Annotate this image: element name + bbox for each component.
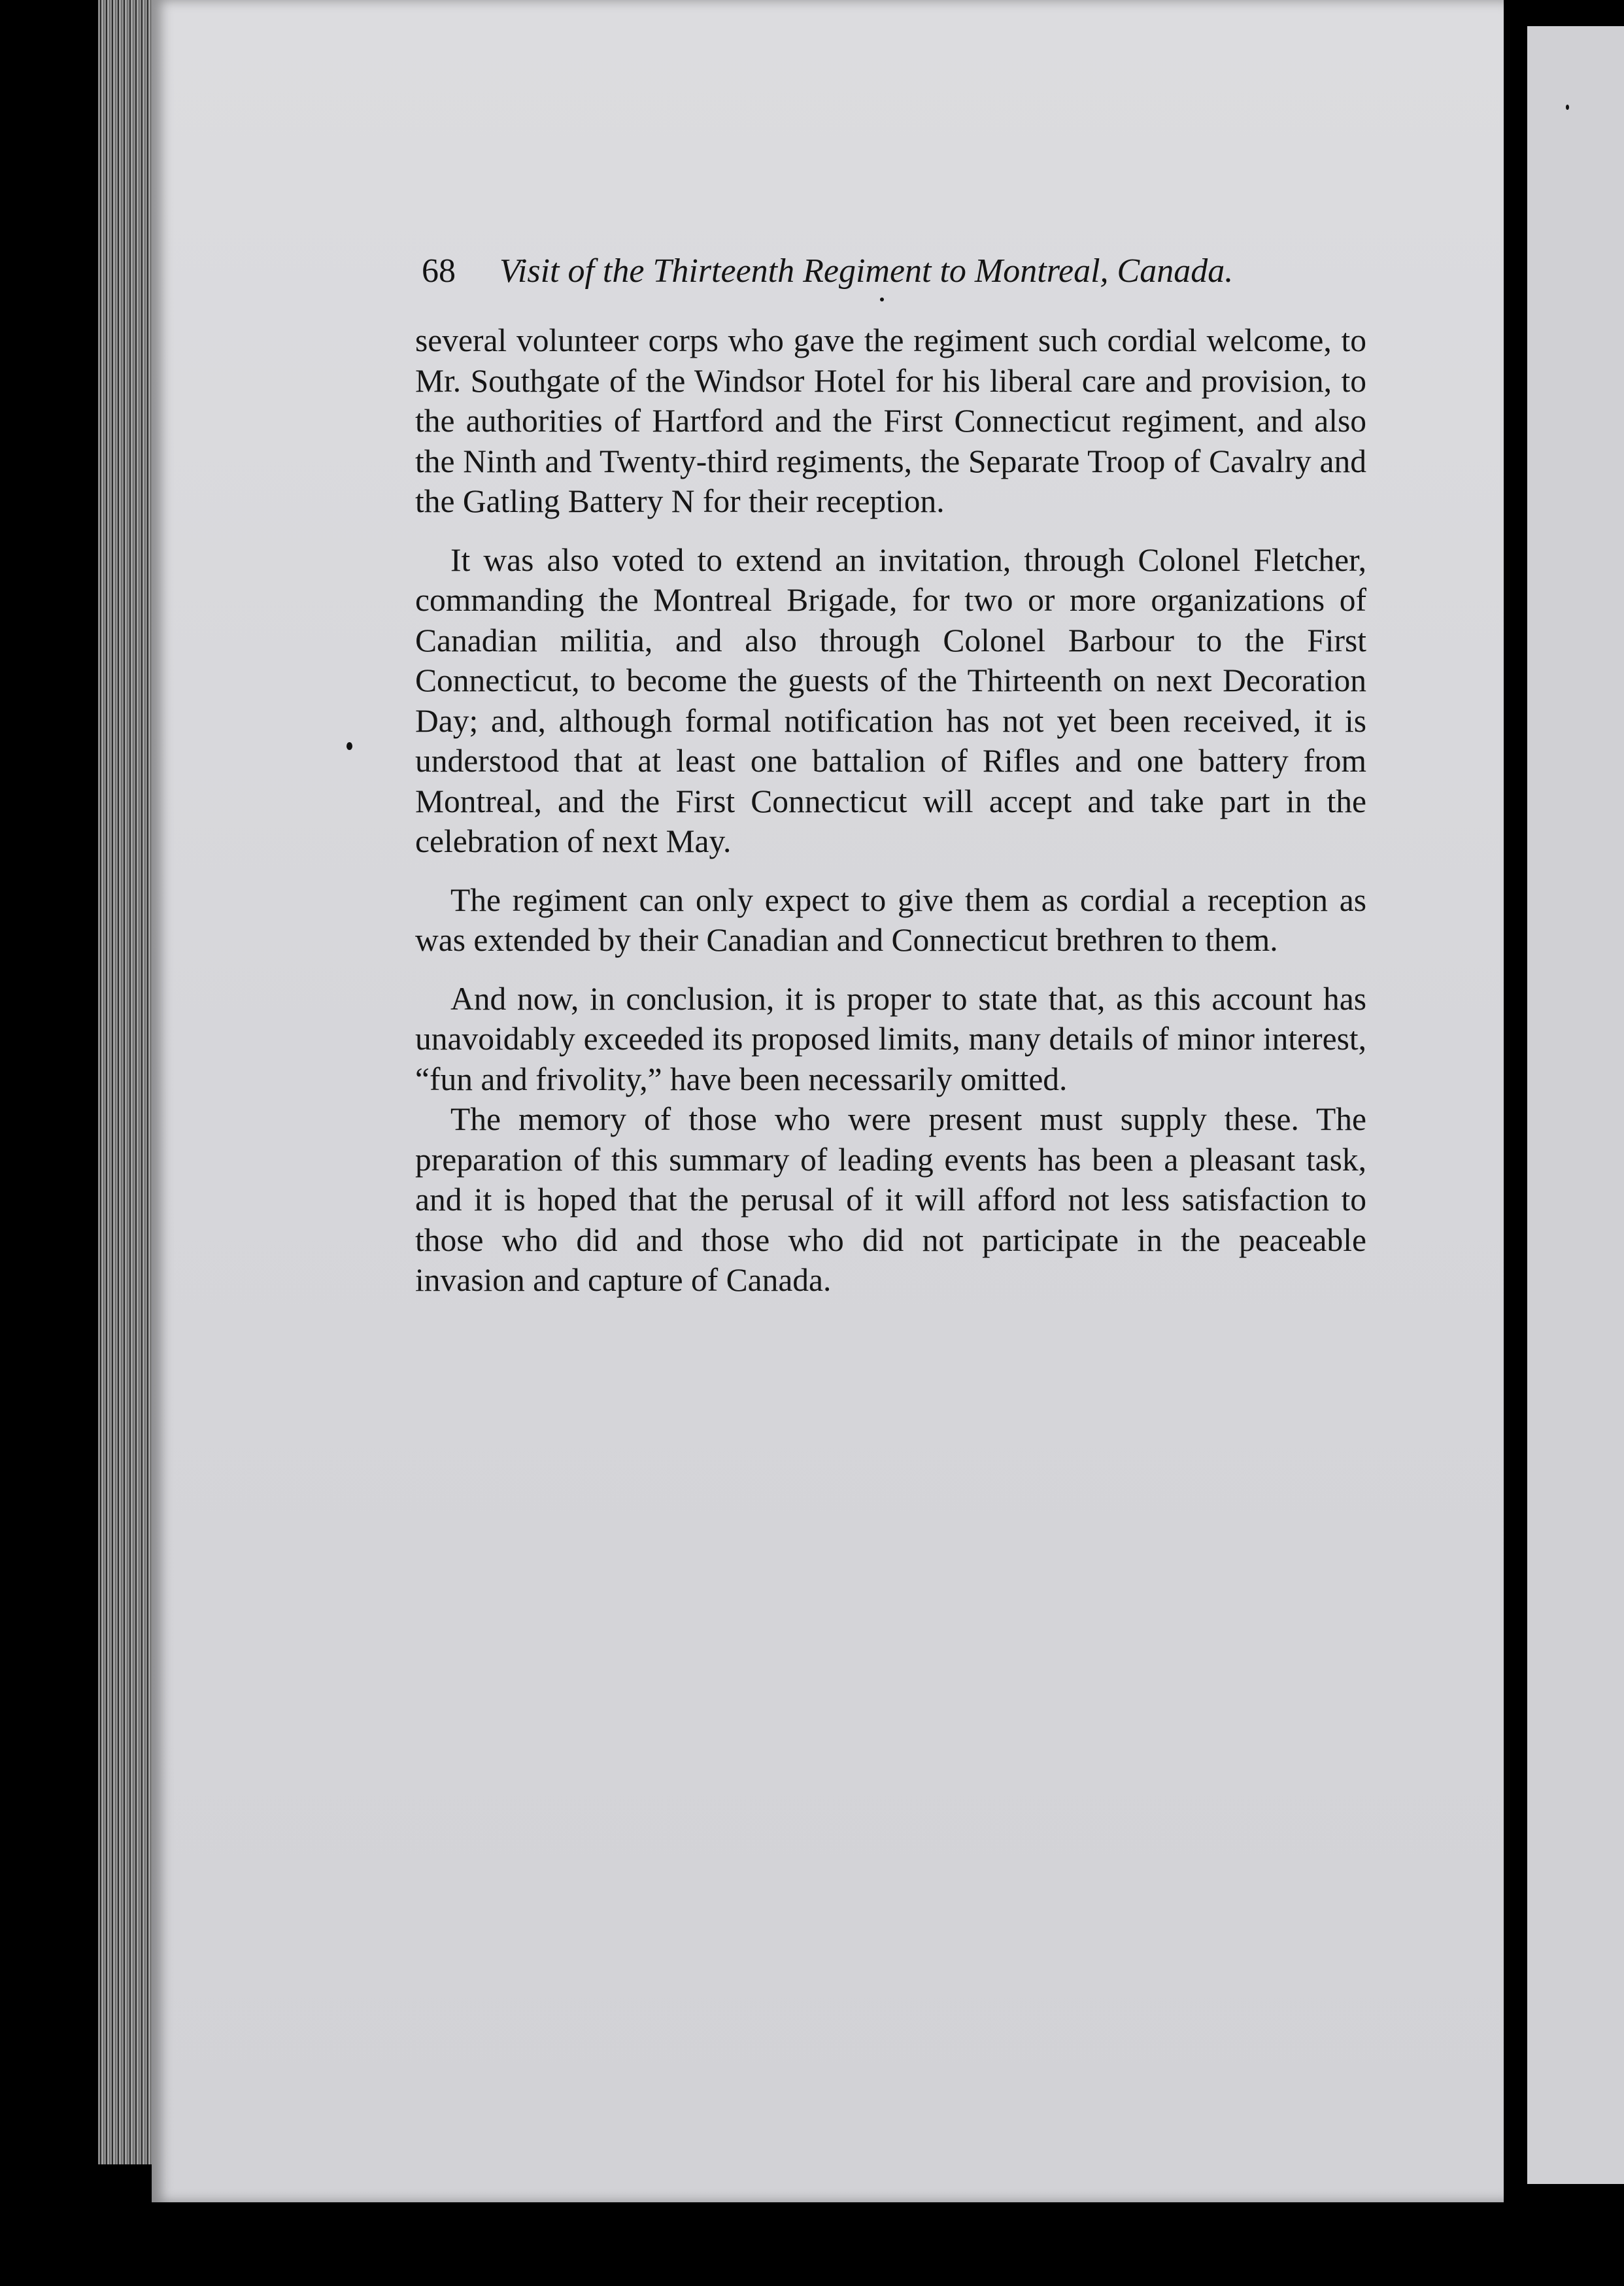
body-text bbox=[415, 320, 1366, 1301]
page-number: 68 bbox=[422, 252, 456, 290]
paragraph-continued: several volunteer corps who gave the regiment such cordial welcome, to Mr. Southgate of the Windsor Hotel for his liberal care and provision, to the authorities of Hartford and the First Connecticut regiment, and also the Ninth and Twenty-third regiments, the Separate Troop of Cavalry and the Gatling Battery N for their reception. bbox=[415, 322, 1366, 519]
paragraph-invitation: It was also voted to extend an invitation, through Colonel Fletcher, commanding the Montreal Brigade, for two or more organizations of Canadian militia, and also through Colonel Barbour to the First Connecticut, to become the guests of the Thirteenth on next Decoration Day; and, although formal notification has not yet been received, it is understood that at least one battalion of Rifles and one battery from Montreal, and the First Connecticut will accept and take part in the celebration of next May. bbox=[415, 541, 1366, 859]
facing-page-edge bbox=[1527, 26, 1624, 2184]
paragraph-memory: The memory of those who were present must supply these. The preparation of this summary of leading events has been a pleasant task, and it is hoped that the perusal of it will afford not less satisfaction to those who did and those who did not participate in the peaceable invasion and capture of Canada. bbox=[415, 1101, 1366, 1298]
paragraph-reception: The regiment can only expect to give them as cordial a reception as was extended by their Canadian and Connecticut brethren to them. bbox=[415, 881, 1366, 958]
paragraph-conclusion: And now, in conclusion, it is proper to state that, as this account has unavoidably exceeded its proposed limits, many details of minor interest, “fun and frivolity,” have been necessarily omitted. bbox=[415, 980, 1366, 1097]
scan-speck bbox=[347, 742, 352, 750]
running-title: Visit of the Thirteenth Regiment to Montreal, Canada. bbox=[499, 252, 1234, 290]
scan-speck bbox=[1566, 105, 1569, 110]
running-head bbox=[422, 252, 1337, 304]
scan-speck bbox=[880, 298, 884, 301]
